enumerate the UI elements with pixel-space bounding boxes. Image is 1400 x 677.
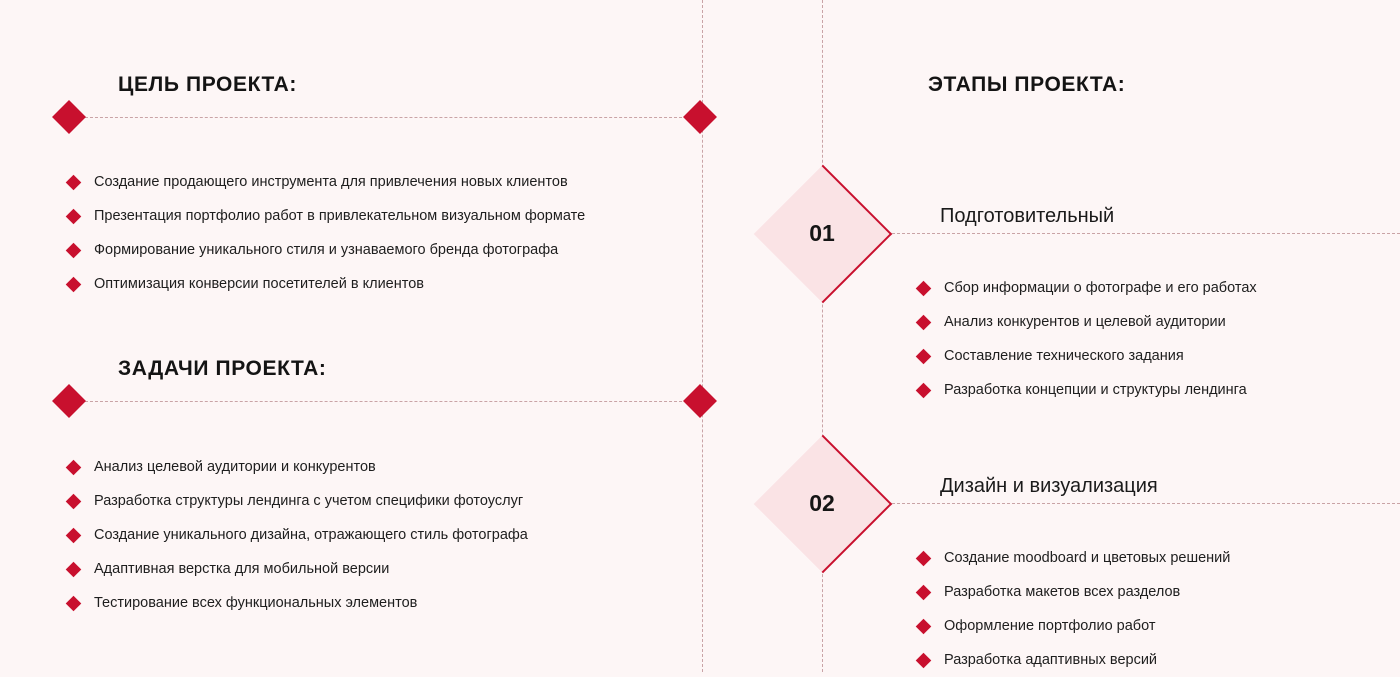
list-item: Тестирование всех функциональных элементов [68,586,528,620]
diamond-bullet-icon [66,561,82,577]
diamond-bullet-icon [916,618,932,634]
stage-name: Подготовительный [940,205,1115,227]
diamond-bullet-icon [66,174,82,190]
tasks-divider-line [80,401,692,402]
diamond-bullet-icon [66,527,82,543]
diamond-bullet-icon [66,276,82,292]
list-item: Разработка адаптивных версий [918,643,1230,677]
stages-section-title: ЭТАПЫ ПРОЕКТА: [928,73,1126,96]
list-item: Создание продающего инструмента для привлечения новых клиентов [68,165,585,199]
diamond-bullet-icon [916,348,932,364]
diamond-bullet-icon [66,208,82,224]
goal-section-title: ЦЕЛЬ ПРОЕКТА: [118,73,297,96]
list-item: Оптимизация конверсии посетителей в клиентов [68,267,585,301]
list-item: Оформление портфолио работ [918,609,1230,643]
list-item: Создание уникального дизайна, отражающего стиль фотографа [68,518,528,552]
list-item: Сбор информации о фотографе и его работах [918,271,1257,305]
tasks-divider-diamond-right [683,384,717,418]
vertical-divider-left [702,0,703,672]
diamond-bullet-icon [916,314,932,330]
list-item: Составление технического задания [918,339,1257,373]
list-item: Анализ конкурентов и целевой аудитории [918,305,1257,339]
list-item: Анализ целевой аудитории и конкурентов [68,450,528,484]
diamond-bullet-icon [916,280,932,296]
stage-number: 02 [809,490,835,516]
diamond-bullet-icon [916,584,932,600]
diamond-bullet-icon [66,595,82,611]
list-item: Адаптивная верстка для мобильной версии [68,552,528,586]
stage-number: 01 [809,220,835,246]
diamond-bullet-icon [916,382,932,398]
list-item: Презентация портфолио работ в привлекательном визуальном формате [68,199,585,233]
tasks-divider-diamond-left [52,384,86,418]
list-item: Формирование уникального стиля и узнаваемого бренда фотографа [68,233,585,267]
stage-item-list [918,541,1230,677]
diamond-bullet-icon [916,550,932,566]
list-item: Разработка макетов всех разделов [918,575,1230,609]
diamond-bullet-icon [66,242,82,258]
tasks-item-list [68,450,528,620]
stage-divider-line [892,233,1400,234]
diamond-bullet-icon [66,459,82,475]
diamond-bullet-icon [66,493,82,509]
list-item: Разработка структуры лендинга с учетом специфики фотоуслуг [68,484,528,518]
goal-item-list [68,165,585,301]
diamond-bullet-icon [916,652,932,668]
goal-divider-diamond-left [52,100,86,134]
left-column [0,0,702,672]
stage-divider-line [892,503,1400,504]
stage-item-list [918,271,1257,407]
goal-divider-line [80,117,692,118]
list-item: Создание moodboard и цветовых решений [918,541,1230,575]
goal-divider-diamond-right [683,100,717,134]
right-column [809,0,1400,672]
stage-name: Дизайн и визуализация [940,475,1158,497]
tasks-section-title: ЗАДАЧИ ПРОЕКТА: [118,357,327,380]
list-item: Разработка концепции и структуры лендинга [918,373,1257,407]
